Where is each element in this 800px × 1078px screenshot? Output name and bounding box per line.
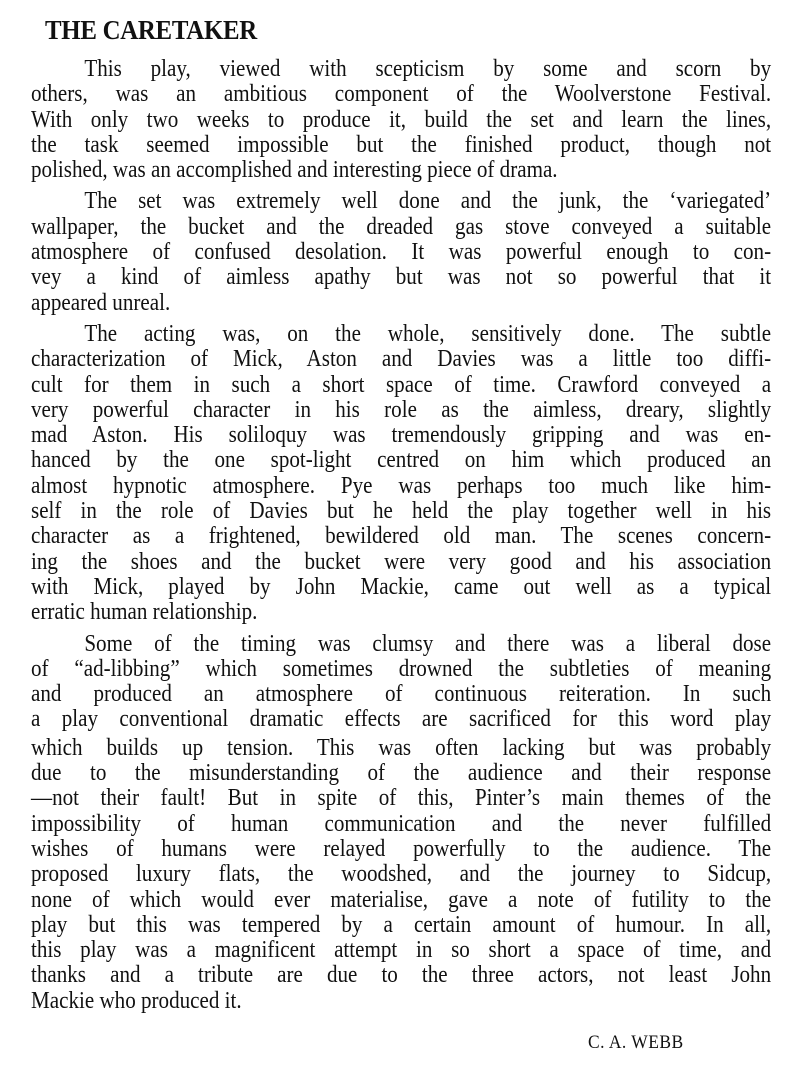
paragraph-set-intro xyxy=(31,56,771,182)
text-line: Mackie who produced it. xyxy=(31,986,242,1014)
text-line: others, was an ambitious component of the Woolverstone Festival. xyxy=(31,80,772,108)
paragraph-acting xyxy=(31,321,771,625)
text-line: character as a frightened, bewildered old man. The scenes concern- xyxy=(31,522,772,550)
text-line: The acting was, on the whole, sensitively done. The subtle xyxy=(84,319,772,347)
text-line: Some of the timing was clumsy and there was a liberal dose xyxy=(84,629,772,657)
text-line: impossibility of human communication and the never fulfilled xyxy=(31,809,772,837)
text-line: this play was a magnificent attempt in so short a space of time, and xyxy=(31,936,772,964)
text-line: The set was extremely well done and the junk, the ‘variegated’ xyxy=(84,187,772,215)
paragraph-set-design xyxy=(31,188,771,314)
text-line: mad Aston. His soliloquy was tremendously gripping and was en- xyxy=(31,421,772,449)
article-title: THE CARETAKER xyxy=(45,15,257,45)
text-line: play but this was tempered by a certain amount of humour. In all, xyxy=(31,910,772,938)
text-line: With only two weeks to produce it, build the set and learn the lines, xyxy=(31,105,772,133)
text-line: almost hypnotic atmosphere. Pye was perhaps too much like him- xyxy=(31,471,772,499)
text-line: This play, viewed with scepticism by some and scorn by xyxy=(84,55,772,82)
text-line: very powerful character in his role as the aimless, dreary, slightly xyxy=(31,395,772,423)
text-line: the task seemed impossible but the finished product, though not xyxy=(31,130,772,158)
text-line: and produced an atmosphere of continuous reiteration. In such xyxy=(31,680,772,708)
text-line: wishes of humans were relayed powerfully to the audience. The xyxy=(31,834,772,862)
text-line: —not their fault! But in spite of this, Pinter’s main themes of the xyxy=(31,784,772,812)
text-line: a play conventional dramatic effects are sacrificed for this word play xyxy=(31,705,772,733)
text-line: vey a kind of aimless apathy but was not so powerful that it xyxy=(31,263,772,291)
text-line: of “ad-libbing” which sometimes drowned the subtleties of meaning xyxy=(31,654,772,682)
text-line: wallpaper, the bucket and the dreaded gas stove conveyed a suitable xyxy=(31,212,772,240)
author-signature: C. A. WEBB xyxy=(588,1032,684,1053)
text-line: characterization of Mick, Aston and Davies was a little too diffi- xyxy=(31,345,772,373)
article-body xyxy=(31,56,771,1019)
text-line: atmosphere of confused desolation. It was powerful enough to con- xyxy=(31,238,772,266)
text-line: ing the shoes and the bucket were very good and his association xyxy=(31,547,772,575)
text-line: self in the role of Davies but he held the play together well in his xyxy=(31,497,772,525)
text-line: proposed luxury flats, the woodshed, and the journey to Sidcup, xyxy=(31,860,772,888)
text-line: which builds up tension. This was often lacking but was probably xyxy=(31,733,772,761)
text-line: cult for them in such a short space of time. Crawford conveyed a xyxy=(31,370,772,398)
text-line: due to the misunderstanding of the audience and their response xyxy=(31,759,772,787)
text-line: none of which would ever materialise, gave a note of futility to the xyxy=(31,885,772,913)
text-line: appeared unreal. xyxy=(31,288,171,316)
text-line: erratic human relationship. xyxy=(31,598,258,626)
text-line: polished, was an accomplished and interesting piece of drama. xyxy=(31,156,558,184)
paragraph-timing-themes xyxy=(31,631,771,1013)
text-line: with Mick, played by John Mackie, came out well as a typical xyxy=(31,572,772,600)
text-line: thanks and a tribute are due to the three actors, not least John xyxy=(31,961,772,989)
text-line: hanced by the one spot-light centred on him which produced an xyxy=(31,446,772,474)
